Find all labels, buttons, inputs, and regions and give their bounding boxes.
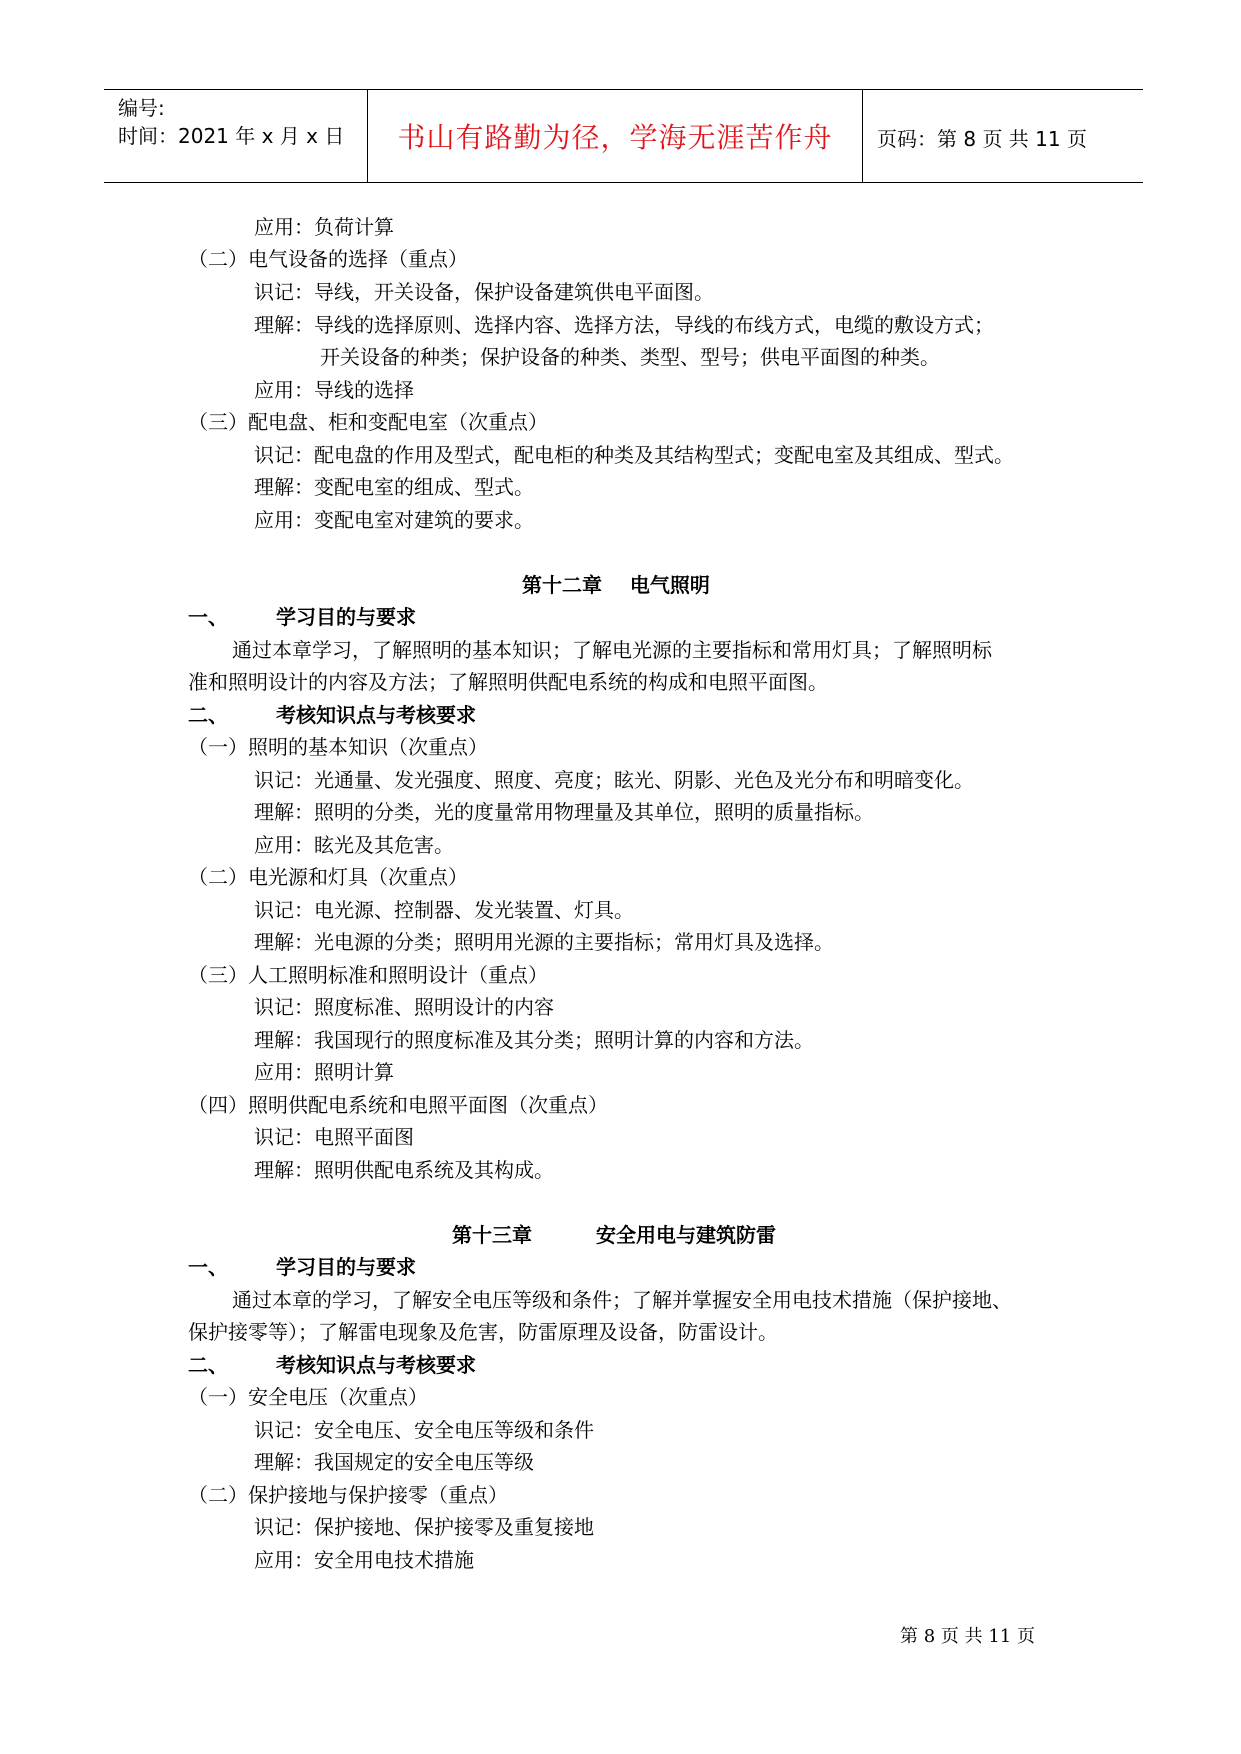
page-header [104,89,1143,183]
heading-number: 一、 [188,605,228,629]
section-heading: （一）照明的基本知识（次重点） [188,735,488,759]
text-line: 应用：导线的选择 [254,378,414,402]
section-heading: （三）人工照明标准和照明设计（重点） [188,963,548,987]
chapter-number: 第十三章 [452,1223,532,1247]
header-page-code: 页码：第 8 页 共 11 页 [877,127,1087,151]
page-footer: 第 8 页 共 11 页 [900,1626,1035,1647]
text-line: 理解：我国现行的照度标准及其分类；照明计算的内容和方法。 [254,1028,814,1052]
text-line: 理解：照明的分类，光的度量常用物理量及其单位，照明的质量指标。 [254,800,874,824]
text-line: 理解：光电源的分类；照明用光源的主要指标；常用灯具及选择。 [254,930,834,954]
header-motto: 书山有路勤为径，学海无涯苦作舟 [397,121,833,154]
text-line: 应用：变配电室对建筑的要求。 [254,508,534,532]
section-heading: （二）保护接地与保护接零（重点） [188,1483,508,1507]
header-meta-cell [104,90,368,182]
heading-title: 学习目的与要求 [276,605,416,629]
text-line: 识记：保护接地、保护接零及重复接地 [254,1515,594,1539]
text-line: 理解：导线的选择原则、选择内容、选择方法，导线的布线方式，电缆的敷设方式； [254,313,994,337]
heading-number: 二、 [188,1353,228,1377]
text-line: 应用：眩光及其危害。 [254,833,454,857]
text-line: 识记：安全电压、安全电压等级和条件 [254,1418,594,1442]
heading-number: 一、 [188,1255,228,1279]
chapter-title: 第十二章 电气照明 [522,573,710,597]
paragraph-line: 准和照明设计的内容及方法；了解照明供配电系统的构成和电照平面图。 [188,670,828,694]
paragraph-line: 保护接零等）；了解雷电现象及危害，防雷原理及设备，防雷设计。 [188,1320,778,1344]
section-heading: （四）照明供配电系统和电照平面图（次重点） [188,1093,608,1117]
paragraph-line: 通过本章学习，了解照明的基本知识；了解电光源的主要指标和常用灯具；了解照明标 [232,638,992,662]
text-line: 识记：电照平面图 [254,1125,414,1149]
header-page-cell [863,90,1143,182]
text-line: 应用：安全用电技术措施 [254,1548,474,1572]
section-heading: （一）安全电压（次重点） [188,1385,428,1409]
text-line: 识记：光通量、发光强度、照度、亮度；眩光、阴影、光色及光分布和明暗变化。 [254,768,974,792]
header-motto-cell [368,90,863,182]
heading-title: 考核知识点与考核要求 [276,703,476,727]
heading-title: 学习目的与要求 [276,1255,416,1279]
text-line: 识记：电光源、控制器、发光装置、灯具。 [254,898,634,922]
heading-title: 考核知识点与考核要求 [276,1353,476,1377]
document-time-label: 时间：2021 年 x 月 x 日 [118,124,345,148]
chapter-title: 安全用电与建筑防雷 [596,1223,776,1247]
text-line: 理解：我国规定的安全电压等级 [254,1450,534,1474]
text-line: 识记：照度标准、照明设计的内容 [254,995,554,1019]
section-heading: （二）电光源和灯具（次重点） [188,865,468,889]
text-line: 理解：变配电室的组成、型式。 [254,475,534,499]
paragraph-line: 通过本章的学习，了解安全电压等级和条件；了解并掌握安全用电技术措施（保护接地、 [232,1288,1012,1312]
document-number-label: 编号: [118,96,165,120]
text-line: 识记：配电盘的作用及型式，配电柜的种类及其结构型式；变配电室及其组成、型式。 [254,443,1014,467]
section-heading: （三）配电盘、柜和变配电室（次重点） [188,410,548,434]
text-line: 应用：负荷计算 [254,215,394,239]
text-line: 理解：照明供配电系统及其构成。 [254,1158,554,1182]
section-heading: （二）电气设备的选择（重点） [188,247,468,271]
text-line: 应用：照明计算 [254,1060,394,1084]
text-line: 开关设备的种类；保护设备的种类、类型、型号；供电平面图的种类。 [320,345,940,369]
heading-number: 二、 [188,703,228,727]
text-line: 识记：导线，开关设备，保护设备建筑供电平面图。 [254,280,714,304]
